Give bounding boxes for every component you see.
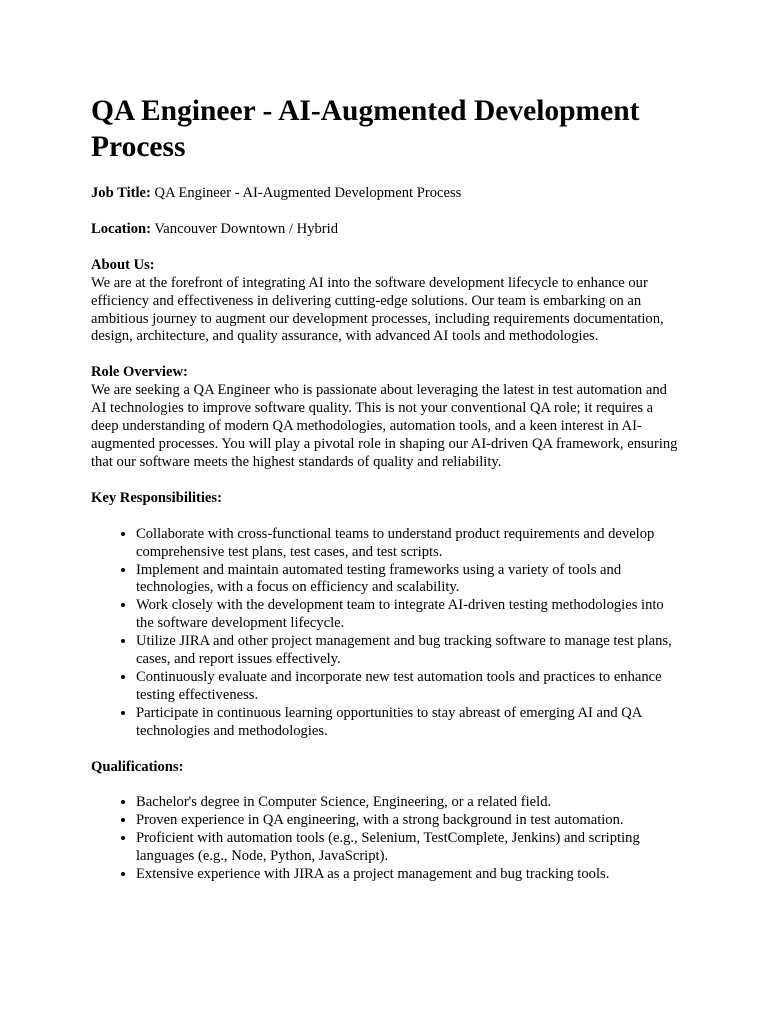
- responsibility-item: • Work closely with the development team to integrate AI-driven testing methodologies into the software development lifecycle.: [136, 597, 678, 633]
- responsibility-item: • Utilize JIRA and other project management and bug tracking software to manage test plans, cases, and report issues effectively.: [136, 633, 678, 669]
- qualification-item: • Proven experience in QA engineering, with a strong background in test automation.: [136, 812, 678, 830]
- responsibility-item: • Participate in continuous learning opportunities to stay abreast of emerging AI and QA technologies and methodologies.: [136, 705, 678, 741]
- qualification-item: • Bachelor's degree in Computer Science, Engineering, or a related field.: [136, 794, 678, 812]
- page-title: QA Engineer - AI-Augmented Development Process: [91, 95, 640, 163]
- qualifications-list: [91, 794, 678, 884]
- role-overview-section: [91, 364, 678, 471]
- responsibility-item: • Continuously evaluate and incorporate new test automation tools and practices to enhance testing effectiveness.: [136, 669, 678, 705]
- qualifications-heading: Qualifications:: [91, 758, 184, 775]
- responsibilities-heading: Key Responsibilities:: [91, 489, 222, 506]
- job-title-label: Job Title:: [91, 185, 151, 201]
- about-section: [91, 257, 678, 347]
- qualification-item: • Proficient with automation tools (e.g., Selenium, TestComplete, Jenkins) and scripting languages (e.g., Node, Python, JavaScript).: [136, 830, 678, 866]
- job-title-line: [91, 185, 678, 203]
- location-value: Vancouver Downtown / Hybrid: [154, 220, 338, 237]
- about-heading: About Us:: [91, 256, 155, 273]
- location-line: [91, 221, 678, 239]
- job-title-value: QA Engineer - AI-Augmented Development Process: [154, 185, 462, 201]
- responsibility-item: • Implement and maintain automated testing frameworks using a variety of tools and technologies, with a focus on efficiency and scalability.: [136, 562, 678, 598]
- responsibilities-list: [91, 526, 678, 741]
- location-label: Location:: [91, 220, 151, 237]
- role-overview-heading: Role Overview:: [91, 364, 188, 381]
- responsibility-item: • Collaborate with cross-functional teams to understand product requirements and develop comprehensive test plans, test cases, and test scripts.: [136, 526, 678, 562]
- role-overview-text: We are seeking a QA Engineer who is passionate about leveraging the latest in test automation and AI technologies to improve software quality. This is not your conventional QA role; it requires a deep understanding of modern QA methodologies, automation tools, and a keen interest in AI-augmented processes. You will play a pivotal role in shaping our AI-driven QA framework, ensuring that our software meets the highest standards of quality and reliability.: [91, 382, 678, 470]
- about-text: We are at the forefront of integrating AI into the software development lifecycle to enhance our efficiency and effectiveness in delivering cutting-edge solutions. Our team is embarking on an ambitious journey to augment our development processes, including requirements documentation, design, architecture, and quality assurance, with advanced AI tools and methodologies.: [91, 274, 664, 345]
- qualification-item: • Extensive experience with JIRA as a project management and bug tracking tools.: [136, 866, 678, 884]
